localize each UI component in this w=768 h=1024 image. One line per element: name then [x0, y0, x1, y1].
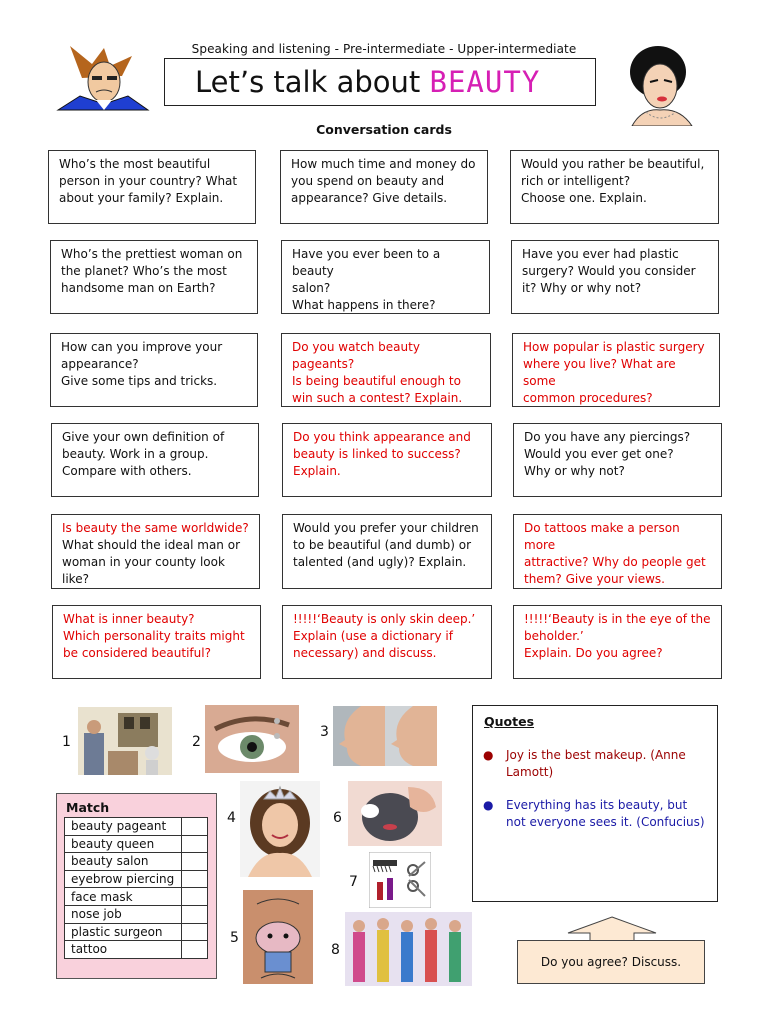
- face-mask-picture: [348, 781, 442, 846]
- up-arrow-icon: [564, 916, 660, 941]
- match-term: beauty pageant: [65, 818, 182, 836]
- tattoo-picture: [243, 890, 313, 984]
- beauty-salon-picture: [78, 707, 172, 775]
- quote-line: Lamott): [506, 765, 554, 779]
- card-line: Is beauty the same worldwide?: [62, 521, 249, 535]
- quote-line: Everything has its beauty, but: [506, 798, 688, 812]
- card-line: appearance? Give details.: [291, 191, 448, 205]
- card-line: Would you ever get one?: [524, 447, 674, 461]
- conversation-card: [280, 150, 488, 224]
- card-line: attractive? Why do people get: [524, 555, 706, 569]
- title-keyword: BEAUTY: [429, 65, 541, 99]
- match-answer-cell[interactable]: [182, 923, 208, 941]
- conversation-card: [51, 514, 260, 589]
- quote-line: Joy is the best makeup. (Anne: [506, 748, 686, 762]
- card-line: Who’s the most beautiful: [59, 157, 211, 171]
- match-term: face mask: [65, 888, 182, 906]
- card-line: Would you prefer your children: [293, 521, 479, 535]
- card-line: Give some tips and tricks.: [61, 374, 218, 388]
- match-row: [65, 923, 208, 941]
- picture-number: 7: [349, 874, 358, 890]
- card-line: Explain. Do you agree?: [524, 646, 663, 660]
- card-line: Do you have any piercings?: [524, 430, 691, 444]
- card-line: beholder.’: [524, 629, 584, 643]
- conversation-card: [282, 605, 492, 679]
- match-row: [65, 888, 208, 906]
- match-title: Match: [66, 800, 110, 815]
- bullet-icon: ●: [483, 798, 494, 812]
- card-line: Do you watch beauty pageants?: [292, 340, 420, 371]
- conversation-card: [282, 514, 492, 589]
- picture-number: 8: [331, 942, 340, 958]
- beauty-queen-picture: [240, 781, 320, 877]
- conversation-card: [513, 514, 722, 589]
- card-line: appearance?: [61, 357, 139, 371]
- conversation-card: [513, 605, 722, 679]
- card-line: Explain (use a dictionary if: [293, 629, 453, 643]
- card-line: Give your own definition of: [62, 430, 225, 444]
- match-row: [65, 818, 208, 836]
- match-row: [65, 870, 208, 888]
- picture-number: 3: [320, 724, 329, 740]
- conversation-card: [50, 333, 258, 407]
- match-row: [65, 835, 208, 853]
- match-term: plastic surgeon: [65, 923, 182, 941]
- bullet-icon: ●: [483, 748, 494, 762]
- picture-number: 2: [192, 734, 201, 750]
- conversation-card: [51, 423, 259, 497]
- conversation-card: [281, 240, 490, 314]
- card-line: What happens in there?: [292, 298, 436, 312]
- card-line: salon?: [292, 281, 331, 295]
- match-row: [65, 941, 208, 959]
- card-line: Would you rather be beautiful,: [521, 157, 705, 171]
- match-table: [64, 817, 208, 959]
- beauty-pageant-picture: [345, 912, 472, 986]
- card-line: Which personality traits might: [63, 629, 245, 643]
- conversation-card: [52, 605, 261, 679]
- card-line: beauty. Work in a group.: [62, 447, 209, 461]
- picture-number: 6: [333, 810, 342, 826]
- man-cartoon-image: [52, 42, 152, 112]
- conversation-card: [281, 333, 491, 407]
- match-row: [65, 905, 208, 923]
- card-line: talented (and ugly)? Explain.: [293, 555, 467, 569]
- card-line: about your family? Explain.: [59, 191, 224, 205]
- match-term: tattoo: [65, 941, 182, 959]
- match-term: beauty salon: [65, 853, 182, 871]
- match-term: eyebrow piercing: [65, 870, 182, 888]
- card-line: common procedures?: [523, 391, 653, 405]
- quotes-panel: [472, 705, 718, 902]
- card-line: them? Give your views.: [524, 572, 665, 586]
- card-line: How much time and money do: [291, 157, 476, 171]
- woman-cartoon-image: [622, 42, 700, 126]
- page-title: [195, 65, 540, 99]
- card-line: Is being beautiful enough to: [292, 374, 461, 388]
- match-term: beauty queen: [65, 835, 182, 853]
- conversation-card: [511, 240, 719, 314]
- title-box: [164, 58, 596, 106]
- quotes-title: Quotes: [484, 714, 535, 729]
- card-line: !!!!!‘Beauty is in the eye of the: [524, 612, 711, 626]
- match-answer-cell[interactable]: [182, 853, 208, 871]
- picture-number: 4: [227, 810, 236, 826]
- card-line: the planet? Who’s the most: [61, 264, 227, 278]
- card-line: How can you improve your: [61, 340, 223, 354]
- beauty-tools-picture: [369, 852, 431, 908]
- card-line: Have you ever had plastic: [522, 247, 679, 261]
- card-line: Why or why not?: [524, 464, 625, 478]
- card-line: it? Why or why not?: [522, 281, 642, 295]
- conversation-card: [513, 423, 722, 497]
- card-line: How popular is plastic surgery: [523, 340, 705, 354]
- card-line: Explain.: [293, 464, 341, 478]
- card-line: beauty is linked to success?: [293, 447, 461, 461]
- card-line: woman in your county look like?: [62, 555, 225, 586]
- card-line: Choose one. Explain.: [521, 191, 647, 205]
- conversation-card: [48, 150, 256, 224]
- card-line: where you live? What are some: [523, 357, 676, 388]
- match-answer-cell[interactable]: [182, 818, 208, 836]
- eyebrow-piercing-picture: [205, 705, 299, 773]
- match-answer-cell[interactable]: [182, 905, 208, 923]
- match-answer-cell[interactable]: [182, 941, 208, 959]
- card-line: person in your country? What: [59, 174, 238, 188]
- card-line: win such a contest? Explain.: [292, 391, 463, 405]
- card-line: Do you think appearance and: [293, 430, 471, 444]
- card-line: What is inner beauty?: [63, 612, 195, 626]
- discuss-prompt: Do you agree? Discuss.: [517, 940, 705, 984]
- card-line: Who’s the prettiest woman on: [61, 247, 243, 261]
- picture-number: 1: [62, 734, 71, 750]
- conversation-card: [510, 150, 719, 224]
- title-prefix: Let’s talk about: [195, 65, 421, 99]
- match-answer-cell[interactable]: [182, 835, 208, 853]
- card-line: Compare with others.: [62, 464, 192, 478]
- worksheet-subtitle: Speaking and listening - Pre-intermediate - Upper-intermediate: [191, 42, 577, 56]
- quote-item: [506, 797, 706, 831]
- quote-item: [506, 747, 706, 781]
- card-line: !!!!!‘Beauty is only skin deep.’: [293, 612, 476, 626]
- section-heading: Conversation cards: [316, 122, 452, 137]
- card-line: you spend on beauty and: [291, 174, 445, 188]
- card-line: surgery? Would you consider: [522, 264, 696, 278]
- card-line: Do tattoos make a person more: [524, 521, 680, 552]
- picture-number: 5: [230, 930, 239, 946]
- card-line: be considered beautiful?: [63, 646, 211, 660]
- quote-line: not everyone sees it. (Confucius): [506, 815, 705, 829]
- card-line: necessary) and discuss.: [293, 646, 437, 660]
- card-line: handsome man on Earth?: [61, 281, 216, 295]
- match-answer-cell[interactable]: [182, 870, 208, 888]
- card-line: Have you ever been to a beauty: [292, 247, 441, 278]
- match-term: nose job: [65, 905, 182, 923]
- card-line: rich or intelligent?: [521, 174, 631, 188]
- conversation-card: [50, 240, 258, 314]
- match-answer-cell[interactable]: [182, 888, 208, 906]
- match-row: [65, 853, 208, 871]
- conversation-card: [512, 333, 720, 407]
- nose-job-picture: [333, 706, 437, 766]
- card-line: to be beautiful (and dumb) or: [293, 538, 472, 552]
- card-line: What should the ideal man or: [62, 538, 240, 552]
- conversation-card: [282, 423, 492, 497]
